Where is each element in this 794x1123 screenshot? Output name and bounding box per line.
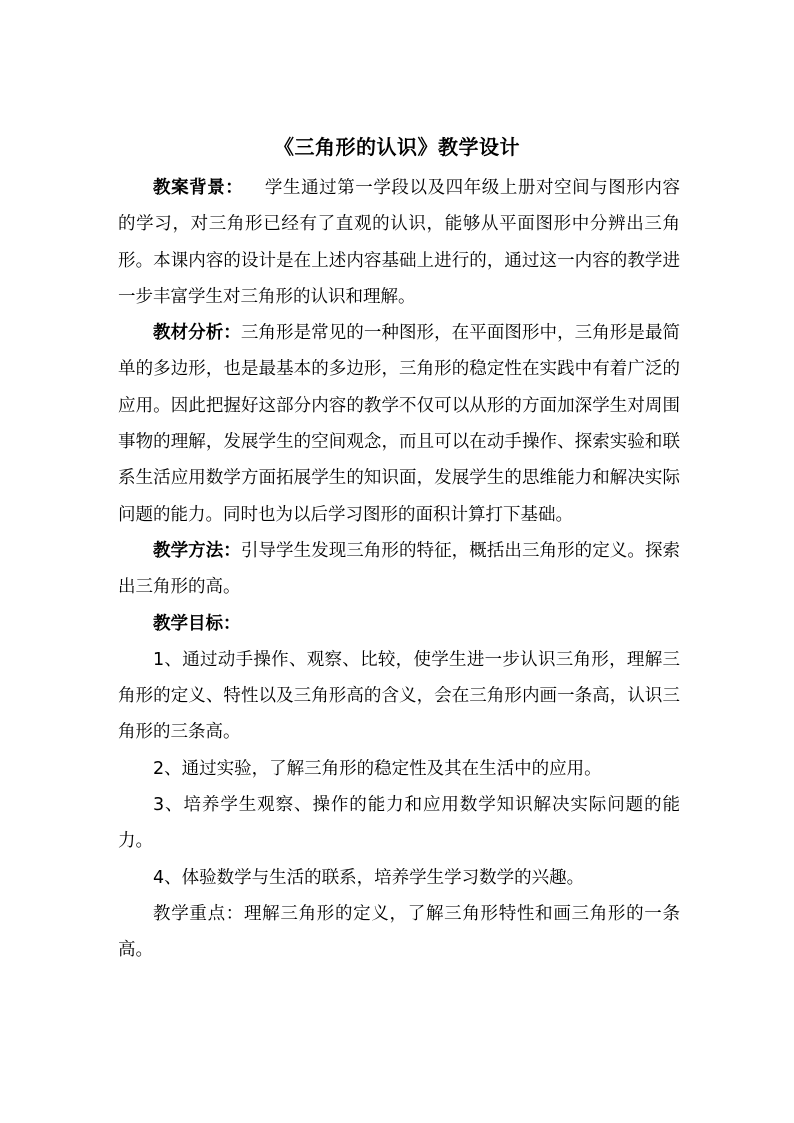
analysis-paragraph [118,315,680,533]
background-paragraph [118,170,680,315]
goals-label: 教学目标： [153,613,241,634]
goal-item-1: 1、通过动手操作、观察、比较，使学生进一步认识三角形，理解三角形的定义、特性以及三角形高的含义，会在三角形内画一条高，认识三角形的三条高。 [118,649,680,743]
analysis-label: 教材分析： [153,323,241,344]
document-title: 《三角形的认识》教学设计 [274,135,520,159]
background-text: 学生通过第一学段以及四年级上册对空间与图形内容的学习，对三角形已经有了直观的认识，能够从平面图形中分辨出三角形。本课内容的设计是在上述内容基础上进行的，通过这一内容的教学进一步丰富学生对三角形的认识和理解。 [118,178,681,307]
key-points-label: 教学重点： [153,903,244,924]
method-label: 教学方法： [153,540,241,561]
analysis-text: 三角形是常见的一种图形，在平面图形中，三角形是最简单的多边形，也是最基本的多边形，三角形的稳定性在实践中有着广泛的应用。因此把握好这部分内容的教学不仅可以从形的方面加深学生对周围事物的理解，发展学生的空间观念，而且可以在动手操作、探索实验和联系生活应用数学方面拓展学生的知识面，发展学生的思维能力和解决实际问题的能力。同时也为以后学习图形的面积计算打下基础。 [118,323,681,525]
background-label: 教案背景： [153,178,244,198]
goals-heading-paragraph [118,606,680,642]
document-body [118,170,680,969]
key-points-text: 理解三角形的定义，了解三角形特性和画三角形的一条高。 [118,903,681,961]
goal-item-2: 2、通过实验，了解三角形的稳定性及其在生活中的应用。 [153,758,602,779]
method-text: 引导学生发现三角形的特征，概括出三角形的定义。探索出三角形的高。 [118,540,681,598]
key-points-paragraph [118,896,680,969]
goal-item-3: 3、培养学生观察、操作的能力和应用数学知识解决实际问题的能力。 [118,795,680,852]
goal-item-4: 4、体验数学与生活的联系，培养学生学习数学的兴趣。 [153,867,585,888]
method-paragraph [118,533,680,606]
